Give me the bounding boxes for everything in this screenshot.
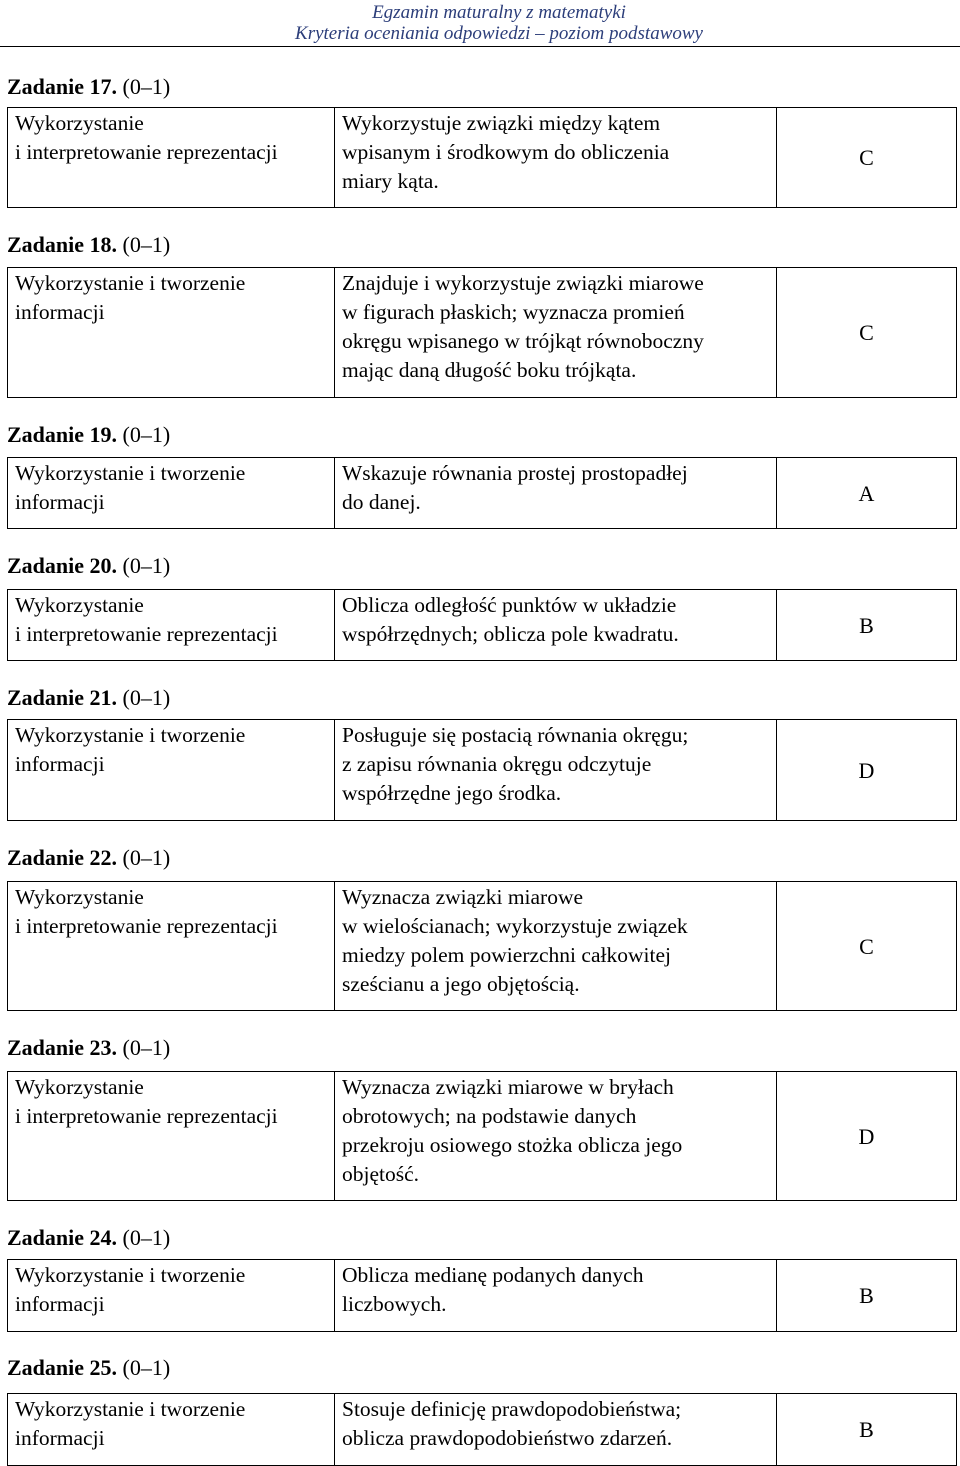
specific-requirement-line: obrotowych; na podstawie danych — [342, 1104, 637, 1128]
task-title — [7, 1035, 170, 1061]
specific-requirement-line: do danej. — [342, 490, 421, 514]
specific-requirement-cell — [335, 1394, 777, 1465]
task-number: Zadanie 19. — [7, 422, 118, 447]
task-title — [7, 553, 170, 579]
task-number: Zadanie 20. — [7, 553, 118, 578]
specific-requirement-cell — [335, 458, 777, 528]
general-requirement-line: i interpretowanie reprezentacji — [15, 622, 278, 646]
general-requirement-cell — [8, 108, 335, 207]
task-points: (0–1) — [117, 1035, 171, 1060]
task-number: Zadanie 21. — [7, 685, 118, 710]
specific-requirement-cell — [335, 882, 777, 1010]
task-criteria-table — [7, 719, 957, 821]
specific-requirement-line: mając daną długość boku trójkąta. — [342, 358, 637, 382]
specific-requirement-line: z zapisu równania okręgu odczytuje — [342, 752, 652, 776]
specific-requirement-cell — [335, 720, 777, 820]
general-requirement-line: Wykorzystanie — [15, 593, 144, 617]
general-requirement-line: informacji — [15, 490, 105, 514]
general-requirement-line: i interpretowanie reprezentacji — [15, 140, 278, 164]
correct-answer-cell: C — [859, 320, 874, 345]
task-number: Zadanie 17. — [7, 74, 118, 99]
specific-requirement-line: miary kąta. — [342, 169, 439, 193]
task-points: (0–1) — [117, 1225, 171, 1250]
task-number: Zadanie 18. — [7, 232, 118, 257]
specific-requirement-line: współrzędnych; oblicza pole kwadratu. — [342, 622, 679, 646]
specific-requirement-line: liczbowych. — [342, 1292, 447, 1316]
specific-requirement-line: w figurach płaskich; wyznacza promień — [342, 300, 685, 324]
specific-requirement-line: miedzy polem powierzchni całkowitej — [342, 943, 671, 967]
specific-requirement-line: Wyznacza związki miarowe — [342, 885, 584, 909]
task-number: Zadanie 24. — [7, 1225, 118, 1250]
general-requirement-line: i interpretowanie reprezentacji — [15, 914, 278, 938]
specific-requirement-line: objętość. — [342, 1162, 420, 1186]
task-points: (0–1) — [117, 422, 171, 447]
correct-answer-cell: B — [859, 1417, 874, 1442]
correct-answer-cell: D — [858, 1123, 875, 1149]
task-title — [7, 74, 170, 100]
specific-requirement-line: Wyznacza związki miarowe w bryłach — [342, 1075, 674, 1099]
general-requirement-line: i interpretowanie reprezentacji — [15, 1104, 278, 1128]
specific-requirement-cell — [335, 1260, 777, 1331]
general-requirement-line: Wykorzystanie i tworzenie — [15, 723, 246, 747]
page-header — [0, 0, 960, 47]
task-title — [7, 1225, 170, 1251]
general-requirement-line: Wykorzystanie — [15, 1075, 144, 1099]
task-points: (0–1) — [117, 1355, 171, 1380]
task-number: Zadanie 25. — [7, 1355, 118, 1380]
specific-requirement-line: przekroju osiowego stożka oblicza jego — [342, 1133, 683, 1157]
task-title — [7, 1355, 170, 1381]
specific-requirement-cell — [335, 108, 777, 207]
correct-answer-cell: C — [859, 145, 874, 170]
general-requirement-line: informacji — [15, 752, 105, 776]
task-criteria-table — [7, 881, 957, 1011]
specific-requirement-line: w wielościanach; wykorzystuje związek — [342, 914, 688, 938]
task-points: (0–1) — [117, 553, 171, 578]
correct-answer-cell: D — [858, 757, 875, 783]
specific-requirement-line: Wskazuje równania prostej prostopadłej — [342, 461, 688, 485]
general-requirement-line: Wykorzystanie — [15, 885, 144, 909]
specific-requirement-line: Posługuje się postacią równania okręgu; — [342, 723, 689, 747]
general-requirement-cell — [8, 720, 335, 820]
task-points: (0–1) — [117, 845, 171, 870]
specific-requirement-line: sześcianu a jego objętością. — [342, 972, 580, 996]
general-requirement-cell — [8, 1394, 335, 1465]
task-points: (0–1) — [117, 685, 171, 710]
specific-requirement-line: Wykorzystuje związki między kątem — [342, 111, 661, 135]
specific-requirement-cell — [335, 590, 777, 660]
task-title — [7, 845, 170, 871]
correct-answer-cell: B — [859, 1283, 874, 1308]
general-requirement-line: Wykorzystanie i tworzenie — [15, 461, 246, 485]
task-points: (0–1) — [117, 232, 171, 257]
task-criteria-table — [7, 1259, 957, 1332]
specific-requirement-line: Oblicza medianę podanych danych — [342, 1263, 644, 1287]
task-title — [7, 232, 170, 258]
specific-requirement-line: Znajduje i wykorzystuje związki miarowe — [342, 271, 704, 295]
task-number: Zadanie 23. — [7, 1035, 118, 1060]
header-exam-title: Egzamin maturalny z matematyki — [372, 2, 626, 23]
general-requirement-line: Wykorzystanie — [15, 111, 144, 135]
correct-answer-cell: A — [858, 480, 875, 506]
general-requirement-cell — [8, 882, 335, 1010]
task-points: (0–1) — [117, 74, 171, 99]
task-title — [7, 422, 170, 448]
general-requirement-line: Wykorzystanie i tworzenie — [15, 1397, 246, 1421]
general-requirement-cell — [8, 1260, 335, 1331]
general-requirement-cell — [8, 1072, 335, 1200]
general-requirement-cell — [8, 458, 335, 528]
task-criteria-table — [7, 1071, 957, 1201]
task-criteria-table — [7, 457, 957, 529]
specific-requirement-line: okręgu wpisanego w trójkąt równoboczny — [342, 329, 704, 353]
specific-requirement-cell — [335, 1072, 777, 1200]
specific-requirement-line: Stosuje definicję prawdopodobieństwa; — [342, 1397, 682, 1421]
task-title — [7, 685, 170, 711]
task-criteria-table — [7, 267, 957, 398]
general-requirement-cell — [8, 268, 335, 397]
task-criteria-table — [7, 589, 957, 661]
specific-requirement-line: oblicza prawdopodobieństwo zdarzeń. — [342, 1426, 673, 1450]
specific-requirement-line: Oblicza odległość punktów w układzie — [342, 593, 677, 617]
specific-requirement-line: wpisanym i środkowym do obliczenia — [342, 140, 670, 164]
header-criteria-subtitle: Kryteria oceniania odpowiedzi – poziom podstawowy — [295, 23, 703, 44]
general-requirement-line: informacji — [15, 1292, 105, 1316]
correct-answer-cell: C — [859, 933, 874, 959]
specific-requirement-line: współrzędne jego środka. — [342, 781, 562, 805]
general-requirement-line: Wykorzystanie i tworzenie — [15, 271, 246, 295]
general-requirement-cell — [8, 590, 335, 660]
correct-answer-cell: B — [859, 612, 874, 638]
task-criteria-table — [7, 107, 957, 208]
specific-requirement-cell — [335, 268, 777, 397]
general-requirement-line: informacji — [15, 300, 105, 324]
general-requirement-line: Wykorzystanie i tworzenie — [15, 1263, 246, 1287]
general-requirement-line: informacji — [15, 1426, 105, 1450]
task-criteria-table — [7, 1393, 957, 1466]
task-number: Zadanie 22. — [7, 845, 118, 870]
